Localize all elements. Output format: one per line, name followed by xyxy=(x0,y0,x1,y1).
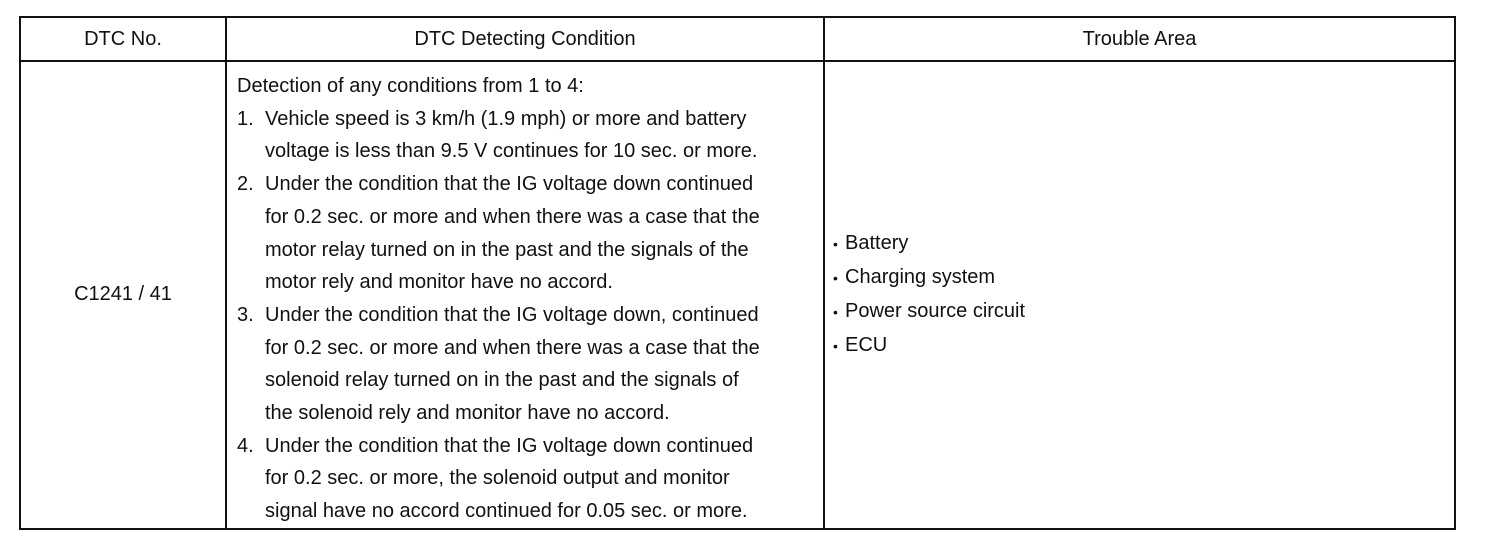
trouble-area-label: Power source circuit xyxy=(845,299,1026,322)
trouble-area-cell xyxy=(824,61,1455,529)
bullet-icon: • xyxy=(833,235,838,252)
dtc-code-cell: C1241 / 41 xyxy=(20,61,226,529)
bullet-icon: • xyxy=(833,303,838,320)
trouble-area-item-power-source-circuit xyxy=(833,295,1454,329)
header-detecting-condition: DTC Detecting Condition xyxy=(226,17,824,61)
condition-text xyxy=(265,430,817,528)
trouble-area-label: ECU xyxy=(845,333,888,356)
header-row xyxy=(20,17,1455,61)
condition-line: Under the condition that the IG voltage down, continued xyxy=(265,303,759,326)
condition-number: 2. xyxy=(237,173,254,196)
condition-line: motor relay turned on in the past and the signals of the xyxy=(265,238,749,261)
condition-line: signal have no accord continued for 0.05 sec. or more. xyxy=(265,500,748,523)
condition-text xyxy=(265,103,817,168)
condition-line: solenoid relay turned on in the past and the signals of xyxy=(265,369,739,392)
condition-item-1 xyxy=(237,103,817,168)
condition-list xyxy=(237,103,817,528)
condition-line: Vehicle speed is 3 km/h (1.9 mph) or more and battery xyxy=(265,107,747,130)
condition-number: 3. xyxy=(237,303,254,326)
condition-text xyxy=(265,168,817,299)
condition-number: 4. xyxy=(237,434,254,457)
condition-line: voltage is less than 9.5 V continues for 10 sec. or more. xyxy=(265,140,758,163)
condition-line: the solenoid rely and monitor have no accord. xyxy=(265,402,670,425)
condition-line: Under the condition that the IG voltage down continued xyxy=(265,173,754,196)
condition-item-4 xyxy=(237,430,817,528)
condition-text xyxy=(265,299,817,430)
condition-item-3 xyxy=(237,299,817,430)
condition-number: 1. xyxy=(237,107,254,130)
header-trouble-area: Trouble Area xyxy=(824,17,1455,61)
trouble-area-label: Battery xyxy=(845,231,909,254)
trouble-area-label: Charging system xyxy=(845,265,996,288)
condition-line: for 0.2 sec. or more and when there was a case that the xyxy=(265,205,760,228)
bullet-icon: • xyxy=(833,337,838,354)
detecting-condition-cell xyxy=(226,61,824,529)
table-row xyxy=(20,61,1455,529)
bullet-icon: • xyxy=(833,269,838,286)
dtc-table xyxy=(19,16,1456,530)
trouble-area-item-ecu xyxy=(833,329,1454,363)
condition-line: Under the condition that the IG voltage down continued xyxy=(265,434,754,457)
trouble-area-list xyxy=(833,227,1454,363)
condition-line: motor rely and monitor have no accord. xyxy=(265,271,613,294)
condition-line: for 0.2 sec. or more, the solenoid output and monitor xyxy=(265,467,730,490)
trouble-area-item-charging-system xyxy=(833,261,1454,295)
condition-line: for 0.2 sec. or more and when there was a case that the xyxy=(265,336,760,359)
header-dtc-no: DTC No. xyxy=(20,17,226,61)
trouble-area-item-battery xyxy=(833,227,1454,261)
condition-item-2 xyxy=(237,168,817,299)
condition-intro: Detection of any conditions from 1 to 4: xyxy=(237,75,584,97)
